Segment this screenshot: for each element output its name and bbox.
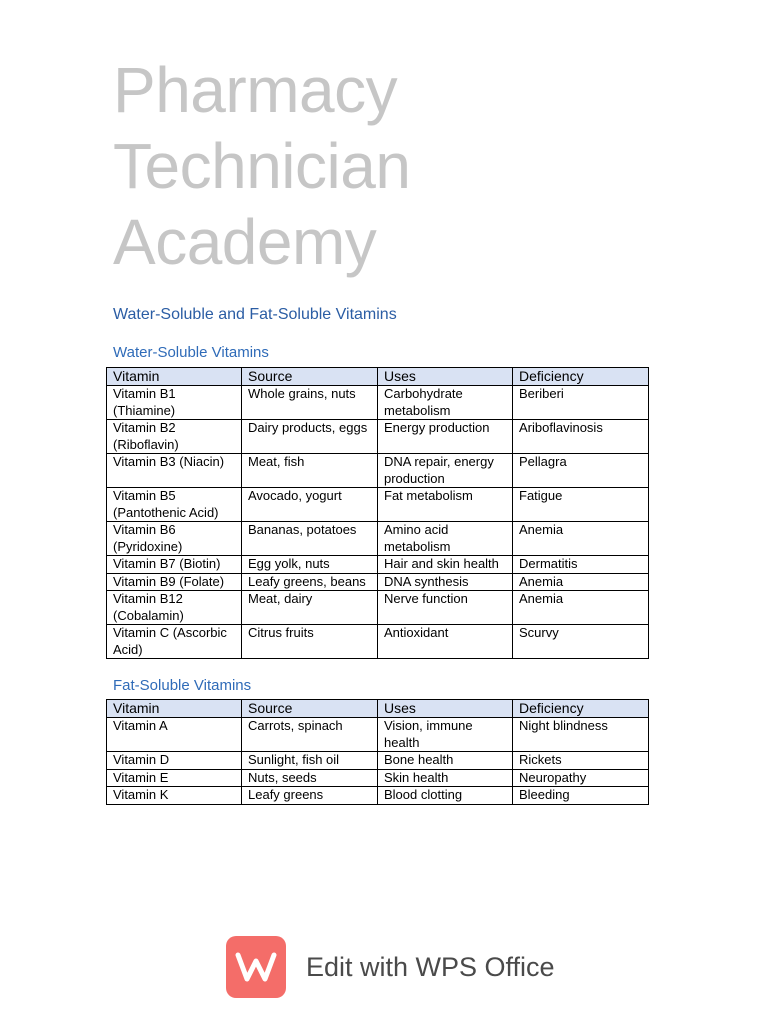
table-cell: Vitamin B1 (Thiamine) (107, 386, 242, 420)
table-cell: Anemia (513, 573, 649, 591)
table-row (107, 556, 649, 574)
table-cell: Nuts, seeds (242, 769, 378, 787)
table-row (107, 454, 649, 488)
table-cell: Leafy greens, beans (242, 573, 378, 591)
column-header: Uses (378, 700, 513, 718)
table-row (107, 420, 649, 454)
table-cell: Skin health (378, 769, 513, 787)
table-cell: Carrots, spinach (242, 718, 378, 752)
table-cell: Fatigue (513, 488, 649, 522)
table-cell: Rickets (513, 752, 649, 770)
table-cell: Vitamin K (107, 787, 242, 805)
table-cell: Beriberi (513, 386, 649, 420)
table-cell: Vitamin B2 (Riboflavin) (107, 420, 242, 454)
title-line: Academy (113, 206, 377, 278)
table-row (107, 718, 649, 752)
table-cell: Sunlight, fish oil (242, 752, 378, 770)
table-cell: Bananas, potatoes (242, 522, 378, 556)
table-cell: Scurvy (513, 625, 649, 659)
table-cell: Nerve function (378, 591, 513, 625)
title-line: Pharmacy (113, 54, 398, 126)
table-cell: Vitamin B9 (Folate) (107, 573, 242, 591)
column-header: Deficiency (513, 700, 649, 718)
table-cell: Bone health (378, 752, 513, 770)
table-cell: Vitamin B5 (Pantothenic Acid) (107, 488, 242, 522)
table-cell: Carbohydrate metabolism (378, 386, 513, 420)
table-cell: Avocado, yogurt (242, 488, 378, 522)
column-header: Source (242, 700, 378, 718)
table-cell: Energy production (378, 420, 513, 454)
column-header: Uses (378, 368, 513, 386)
document-heading: Water-Soluble and Fat-Soluble Vitamins (113, 306, 397, 323)
column-header: Vitamin (107, 700, 242, 718)
fat-soluble-table (106, 699, 649, 805)
title-line: Technician (113, 130, 411, 202)
table-cell: Hair and skin health (378, 556, 513, 574)
water-soluble-heading: Water-Soluble Vitamins (113, 344, 269, 361)
table-row (107, 787, 649, 805)
table-header-row (107, 700, 649, 718)
table-row (107, 573, 649, 591)
table-cell: Vitamin A (107, 718, 242, 752)
table-row (107, 522, 649, 556)
table-cell: Dairy products, eggs (242, 420, 378, 454)
table-row (107, 386, 649, 420)
table-cell: Anemia (513, 522, 649, 556)
table-row (107, 752, 649, 770)
table-cell: Vitamin B3 (Niacin) (107, 454, 242, 488)
table-cell: Blood clotting (378, 787, 513, 805)
table-row (107, 591, 649, 625)
table-cell: Egg yolk, nuts (242, 556, 378, 574)
table-cell: Vision, immune health (378, 718, 513, 752)
table-cell: Night blindness (513, 718, 649, 752)
table-cell: Anemia (513, 591, 649, 625)
table-header-row (107, 368, 649, 386)
table-cell: Vitamin E (107, 769, 242, 787)
table-cell: Fat metabolism (378, 488, 513, 522)
table-cell: Meat, dairy (242, 591, 378, 625)
table-cell: Vitamin B6 (Pyridoxine) (107, 522, 242, 556)
table-cell: Dermatitis (513, 556, 649, 574)
table-cell: Vitamin D (107, 752, 242, 770)
table-cell: Leafy greens (242, 787, 378, 805)
table-cell: Amino acid metabolism (378, 522, 513, 556)
document-title (113, 52, 410, 280)
wps-edit-label: Edit with WPS Office (306, 951, 555, 982)
table-row (107, 488, 649, 522)
table-cell: Vitamin B7 (Biotin) (107, 556, 242, 574)
table-cell: Bleeding (513, 787, 649, 805)
column-header: Vitamin (107, 368, 242, 386)
wps-logo-icon (226, 936, 286, 998)
table-cell: DNA synthesis (378, 573, 513, 591)
table-cell: Ariboflavinosis (513, 420, 649, 454)
column-header: Deficiency (513, 368, 649, 386)
table-cell: Meat, fish (242, 454, 378, 488)
table-cell: Citrus fruits (242, 625, 378, 659)
table-cell: Vitamin C (Ascorbic Acid) (107, 625, 242, 659)
table-cell: Whole grains, nuts (242, 386, 378, 420)
column-header: Source (242, 368, 378, 386)
table-row (107, 625, 649, 659)
table-cell: DNA repair, energy production (378, 454, 513, 488)
wps-watermark[interactable] (226, 936, 555, 998)
table-cell: Vitamin B12 (Cobalamin) (107, 591, 242, 625)
water-soluble-table (106, 367, 649, 659)
table-cell: Neuropathy (513, 769, 649, 787)
table-row (107, 769, 649, 787)
fat-soluble-heading: Fat-Soluble Vitamins (113, 677, 252, 694)
table-cell: Pellagra (513, 454, 649, 488)
table-cell: Antioxidant (378, 625, 513, 659)
